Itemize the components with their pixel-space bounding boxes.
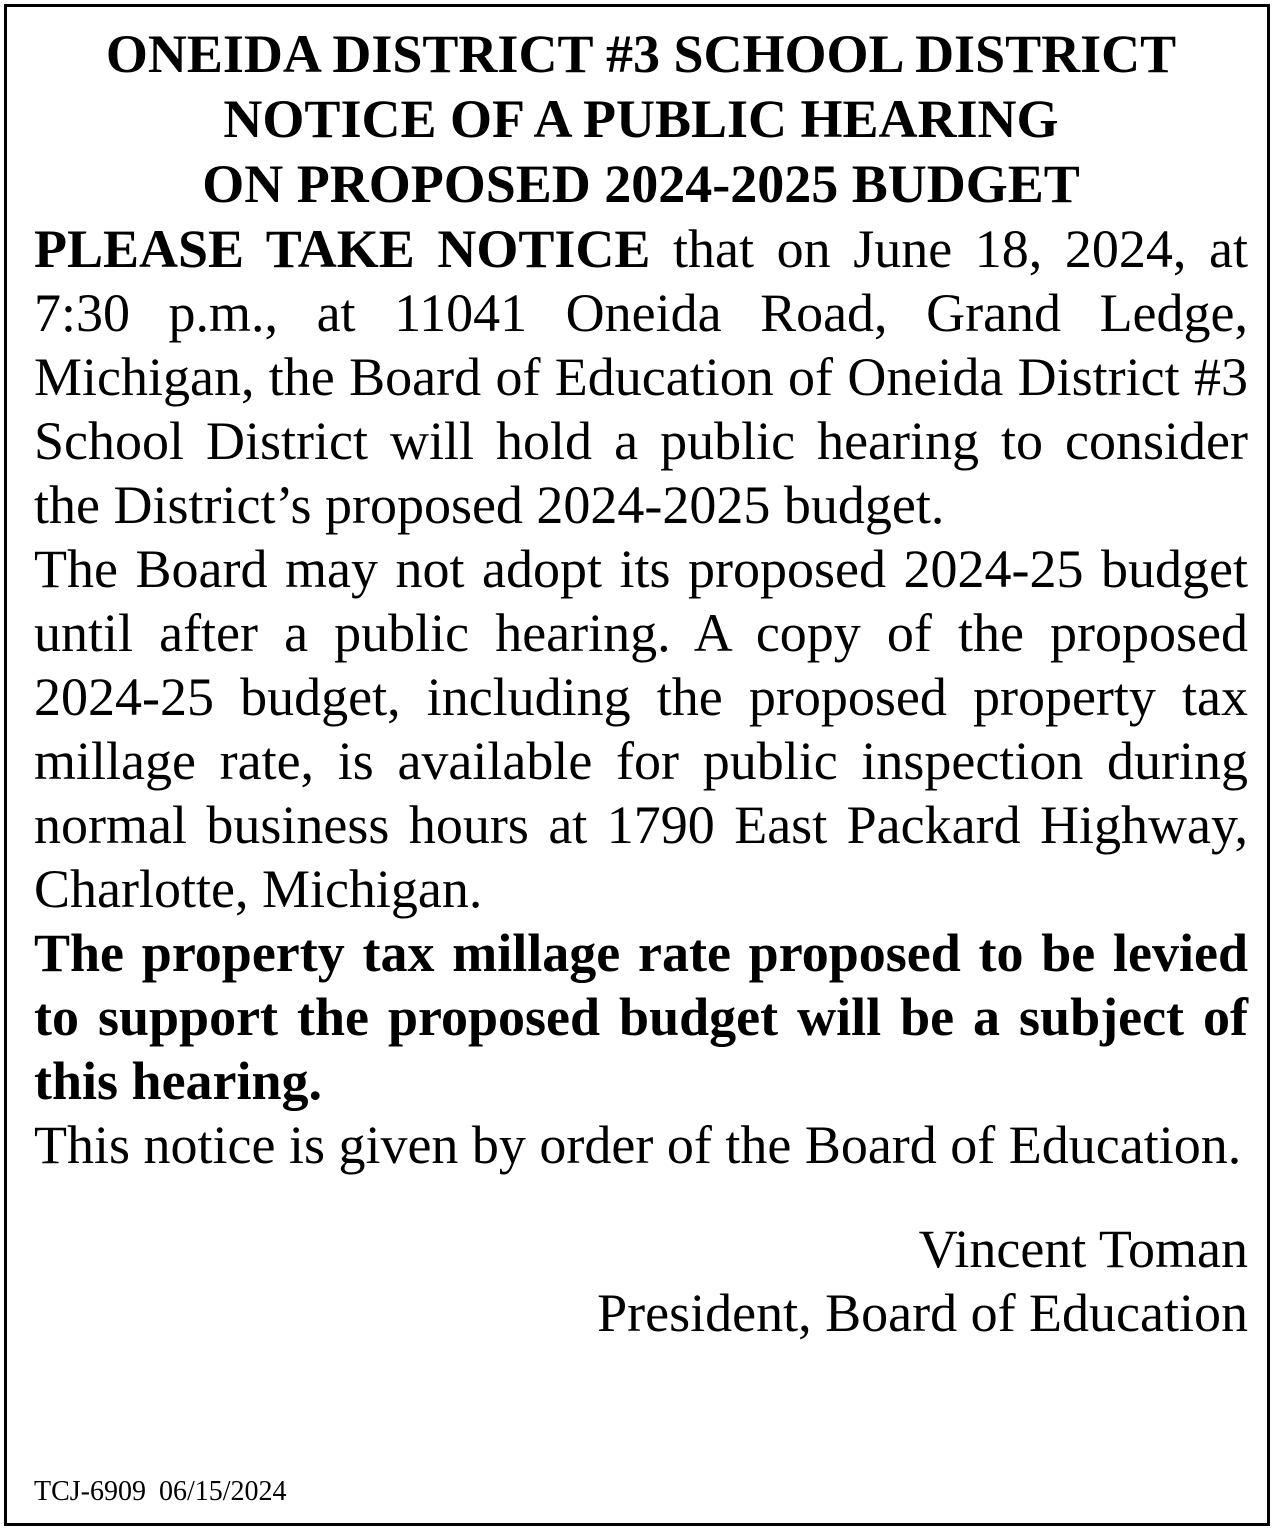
- budget-inspection-paragraph: The Board may not adopt its proposed 2024-25 budget until after a public hearing. A copy of the proposed 2024-25 budget, including the proposed property tax millage rate, is available for public inspection during normal business hours at 1790 East Packard Highway, Charlotte, Michigan.: [34, 539, 1248, 919]
- please-take-notice-lead: PLEASE TAKE NOTICE: [34, 219, 651, 279]
- notice-code: TCJ-6909: [34, 1476, 146, 1507]
- signatory-name: Vincent Toman: [918, 1219, 1248, 1279]
- order-of-board-paragraph: This notice is given by order of the Board of Education.: [34, 1115, 1242, 1175]
- notice-content: [34, 22, 1248, 1345]
- hearing-details-text: that on June 18, 2024, at 7:30 p.m., at 11041 Oneida Road, Grand Ledge, Michigan, the Board of Education of Oneida District #3 School District will hold a public hearing to consider the District’s proposed 2024-2025 budget.: [34, 219, 1248, 535]
- signature-block: [34, 1217, 1248, 1345]
- title-line-budget: ON PROPOSED 2024-2025 BUDGET: [202, 154, 1080, 214]
- title-line-notice: NOTICE OF A PUBLIC HEARING: [223, 89, 1059, 149]
- notice-date: 06/15/2024: [159, 1476, 287, 1507]
- title-line-district: ONEIDA DISTRICT #3 SCHOOL DISTRICT: [105, 24, 1177, 84]
- notice-footer: [34, 1476, 287, 1508]
- notice-title: [34, 22, 1248, 217]
- millage-rate-paragraph: The property tax millage rate proposed to be levied to support the proposed budget will be a subject of this hearing.: [34, 923, 1248, 1111]
- signatory-title: President, Board of Education: [597, 1283, 1248, 1343]
- hearing-details-paragraph: [34, 217, 1248, 537]
